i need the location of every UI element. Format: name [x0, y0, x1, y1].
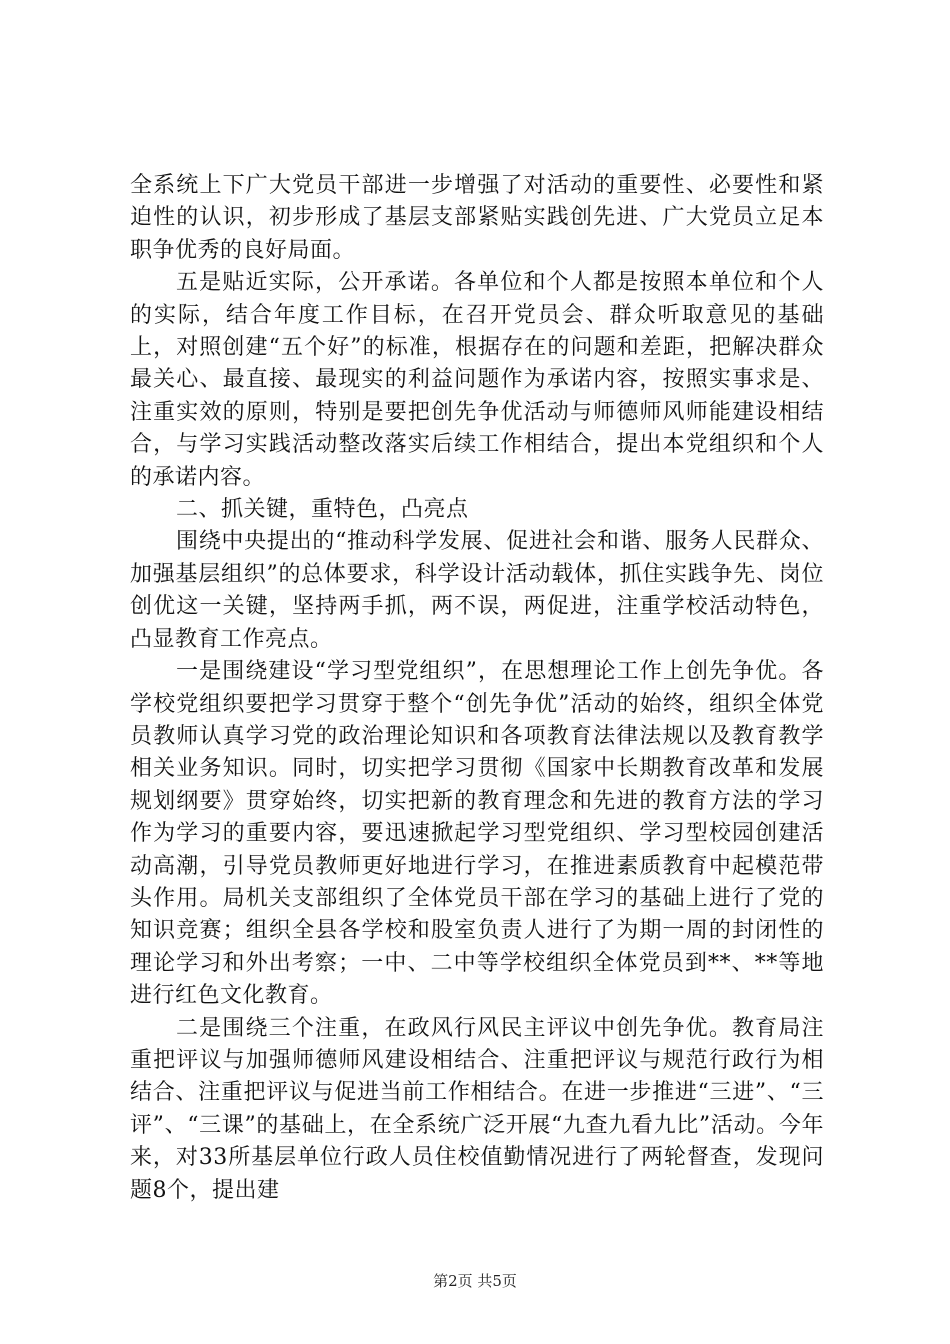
- paragraph-6: 二是围绕三个注重，在政风行风民主评议中创先争优。教育局注重把评议与加强师德师风建设相结合、注重把评议与规范行政行为相结合、注重把评议与促进当前工作相结合。在进一步推进“三进”、“三评”、“三课”的基础上，在全系统广泛开展“九查九看九比”活动。今年来，对33所基层单位行政人员住校值勤情况进行了两轮督查，发现问题8个，提出建: [130, 1015, 824, 1203]
- paragraph-5: 一是围绕建设“学习型党组织”，在思想理论工作上创先争优。各学校党组织要把学习贯穿于整个“创先争优”活动的始终，组织全体党员教师认真学习党的政治理论知识和各项教育法律法规以及教育教学相关业务知识。同时，切实把学习贯彻《国家中长期教育改革和发展规划纲要》贯穿始终，切实把新的教育理念和先进的教育方法的学习作为学习的重要内容，要迅速掀起学习型党组织、学习型校园创建活动高潮，引导党员教师更好地进行学习，在推进素质教育中起模范带头作用。局机关支部组织了全体党员干部在学习的基础上进行了党的知识竞赛；组织全县各学校和股室负责人进行了为期一周的封闭性的理论学习和外出考察；一中、二中等学校组织全体党员到**、**等地进行红色文化教育。: [130, 659, 824, 1009]
- paragraph-4: 围绕中央提出的“推动科学发展、促进社会和谐、服务人民群众、加强基层组织”的总体要求，科学设计活动载体，抓住实践争先、岗位创优这一关键，坚持两手抓，两不误，两促进，注重学校活动特色，凸显教育工作亮点。: [130, 529, 824, 652]
- paragraph-1: 全系统上下广大党员干部进一步增强了对活动的重要性、必要性和紧迫性的认识，初步形成了基层支部紧贴实践创先进、广大党员立足本职争优秀的良好局面。: [130, 173, 824, 263]
- section-heading: 二、抓关键，重特色，凸亮点: [176, 497, 469, 523]
- paragraph-2: 五是贴近实际，公开承诺。各单位和个人都是按照本单位和个人的实际，结合年度工作目标，在召开党员会、群众听取意见的基础上，对照创建“五个好”的标准，根据存在的问题和差距，把解决群众最关心、最直接、最现实的利益问题作为承诺内容，按照实事求是、注重实效的原则，特别是要把创先争优活动与师德师风师能建设相结合，与学习实践活动整改落实后续工作相结合，提出本党组织和个人的承诺内容。: [130, 270, 824, 490]
- page-footer: [0, 1271, 950, 1291]
- page-number: 第2页 共5页: [433, 1272, 517, 1290]
- document-body: [130, 170, 824, 1207]
